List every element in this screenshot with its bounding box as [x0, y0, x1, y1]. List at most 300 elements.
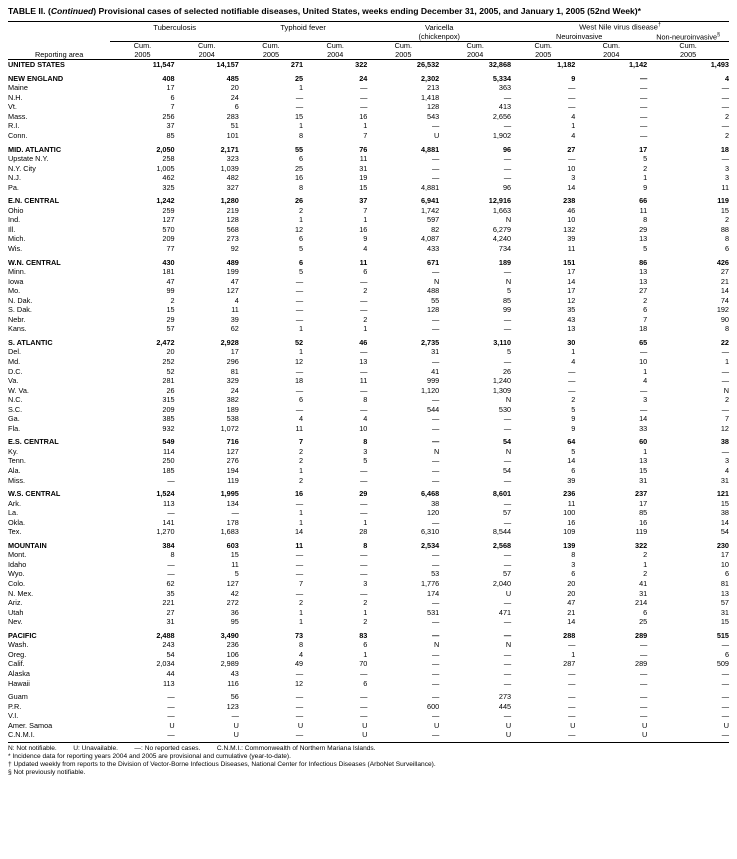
table-row: [8, 83, 729, 93]
table-row: [8, 102, 729, 112]
row-cell: 238: [563, 196, 576, 206]
header-group-row-1: [8, 22, 729, 32]
row-cell: 9: [571, 414, 576, 424]
table-row: [8, 347, 729, 357]
row-cell: 17: [166, 83, 175, 93]
row-cell: 538: [226, 414, 239, 424]
row-cell: 273: [498, 692, 512, 702]
row-cell: 43: [230, 668, 239, 678]
col-tb-2004: Cum. 2004: [175, 41, 239, 59]
row-cell: 17: [230, 347, 239, 357]
row-cell: 1: [363, 607, 368, 617]
row-cell: 2: [299, 598, 304, 608]
row-cell: 31: [720, 607, 729, 617]
row-cell: 2,656: [492, 111, 512, 121]
row-area-label: Calif.: [8, 659, 25, 669]
row-cell: 141: [162, 517, 175, 527]
row-cell: —: [431, 517, 440, 527]
row-cell: 329: [226, 376, 239, 386]
row-cell: 41: [431, 366, 440, 376]
table-row: [8, 702, 729, 712]
table-row: [8, 499, 729, 509]
row-cell: 8: [170, 550, 175, 560]
row-cell: 10: [567, 163, 576, 173]
row-area-label: P.R.: [8, 701, 22, 711]
row-cell: 2,050: [156, 144, 175, 154]
row-area-label: Ind.: [8, 215, 21, 225]
row-cell: 174: [427, 588, 440, 598]
row-cell: 1,120: [420, 385, 440, 395]
row-cell: 12: [720, 423, 729, 433]
table-row: [8, 324, 729, 334]
row-cell: 4: [724, 466, 729, 476]
row-cell: 243: [162, 640, 175, 650]
row-cell: —: [295, 295, 304, 305]
row-cell: —: [639, 121, 648, 131]
table-row: [8, 93, 729, 103]
row-cell: 13: [639, 234, 648, 244]
row-area-label: Mass.: [8, 111, 28, 121]
row-cell: 5: [507, 347, 512, 357]
row-cell: 57: [720, 598, 729, 608]
row-cell: 2: [363, 598, 368, 608]
row-cell: 6,941: [420, 196, 440, 206]
row-area-label: R.I.: [8, 121, 20, 131]
row-cell: 31: [359, 163, 368, 173]
row-cell: 14: [720, 517, 729, 527]
row-cell: —: [295, 404, 304, 414]
row-cell: —: [503, 668, 512, 678]
table-row: [8, 405, 729, 415]
row-cell: 52: [166, 366, 175, 376]
row-cell: 13: [639, 276, 648, 286]
row-area-label: E.S. CENTRAL: [8, 437, 59, 447]
row-cell: 132: [563, 224, 576, 234]
row-cell: 27: [639, 286, 648, 296]
group-neuroinvasive: Neuroinvasive: [511, 32, 647, 42]
row-cell: —: [503, 414, 512, 424]
row-cell: 96: [502, 144, 512, 154]
table-row: [8, 173, 729, 183]
row-cell: —: [503, 598, 512, 608]
row-cell: 219: [226, 205, 239, 215]
row-cell: N: [505, 640, 512, 650]
row-cell: 2: [643, 569, 648, 579]
row-cell: U: [505, 720, 512, 730]
row-cell: 38: [720, 508, 729, 518]
row-cell: 1,683: [220, 527, 239, 537]
row-cell: —: [295, 92, 304, 102]
row-cell: 134: [226, 498, 239, 508]
row-cell: N: [505, 276, 512, 286]
row-cell: 1,005: [156, 163, 175, 173]
row-cell: —: [167, 475, 175, 485]
row-cell: —: [295, 498, 304, 508]
row-cell: 11: [359, 154, 368, 164]
row-cell: —: [295, 286, 304, 296]
row-cell: 15: [294, 111, 304, 121]
row-cell: 47: [230, 276, 239, 286]
row-cell: —: [295, 314, 304, 324]
row-area-label: N.C.: [8, 395, 23, 405]
row-cell: 8: [299, 640, 304, 650]
row-cell: 39: [567, 234, 576, 244]
row-cell: 20: [166, 347, 175, 357]
row-cell: 11: [231, 559, 239, 569]
table-row: [8, 692, 729, 702]
row-area-label: Ark.: [8, 498, 21, 508]
row-cell: 230: [716, 540, 729, 550]
row-cell: —: [360, 692, 368, 702]
row-cell: U: [641, 730, 648, 740]
row-cell: —: [568, 102, 576, 112]
row-area-label: Ala.: [8, 466, 21, 476]
footnote-1: * Incidence data for reporting years 2004 and 2005 are provisional and cumulative (year-to-date).: [8, 752, 291, 760]
row-cell: 2: [299, 205, 304, 215]
row-cell: 716: [226, 437, 239, 447]
row-cell: 128: [427, 102, 440, 112]
table-row: [8, 164, 729, 174]
row-cell: 1: [299, 347, 304, 357]
row-cell: —: [721, 692, 729, 702]
row-cell: —: [503, 357, 512, 366]
row-cell: 4: [299, 649, 304, 659]
row-cell: 600: [427, 701, 440, 711]
row-area-label: Tenn.: [8, 456, 26, 466]
row-cell: U: [362, 730, 368, 740]
row-area-label: Wash.: [8, 640, 29, 650]
page-title: [8, 6, 729, 17]
table-row: [8, 376, 729, 386]
row-cell: 6: [571, 466, 576, 476]
table-body: [8, 60, 729, 740]
row-cell: —: [431, 324, 440, 334]
footnote-3: § Not previously notifiable.: [8, 769, 86, 777]
row-cell: 8: [363, 395, 368, 405]
row-area-label: Nev.: [8, 617, 23, 627]
row-cell: 25: [294, 73, 304, 83]
row-cell: 96: [502, 182, 512, 192]
table-row: [8, 679, 729, 689]
row-area-label: Mo.: [8, 286, 21, 296]
row-cell: 7: [299, 437, 304, 447]
row-cell: 11: [567, 243, 576, 253]
row-cell: 17: [639, 144, 648, 154]
row-cell: 31: [639, 475, 648, 485]
row-cell: —: [360, 92, 368, 102]
row-cell: 22: [720, 337, 729, 347]
row-area-label: Conn.: [8, 130, 28, 140]
row-cell: —: [503, 498, 512, 508]
row-cell: 127: [226, 579, 239, 589]
table-row: [8, 121, 729, 131]
row-cell: 85: [639, 508, 648, 518]
row-cell: 515: [716, 630, 729, 640]
row-cell: —: [721, 640, 729, 650]
table-row: [8, 145, 729, 155]
row-cell: 1,270: [156, 527, 175, 537]
table-row: [8, 569, 729, 579]
row-cell: 54: [166, 649, 175, 659]
row-cell: —: [431, 678, 440, 688]
row-cell: —: [431, 154, 440, 164]
row-cell: N: [723, 385, 729, 395]
row-cell: —: [360, 569, 368, 579]
col-tb-2005: Cum. 2005: [110, 41, 174, 59]
row-cell: 382: [226, 395, 239, 405]
row-cell: 151: [563, 257, 576, 267]
row-cell: 4: [299, 414, 304, 424]
table-row: [8, 608, 729, 618]
row-area-label: UNITED STATES: [8, 60, 65, 70]
row-area-label: Fla.: [8, 423, 21, 433]
row-cell: 17: [567, 267, 576, 277]
row-cell: —: [721, 668, 729, 678]
row-cell: 2: [643, 163, 648, 173]
row-cell: 15: [639, 466, 648, 476]
row-cell: 31: [431, 347, 440, 357]
row-cell: 37: [359, 196, 368, 206]
row-cell: 11: [295, 423, 304, 433]
row-cell: 15: [230, 550, 239, 560]
row-cell: —: [295, 692, 304, 702]
row-cell: 127: [226, 446, 239, 456]
row-cell: 95: [230, 617, 239, 627]
row-cell: 30: [567, 337, 576, 347]
row-cell: 27: [567, 144, 576, 154]
row-cell: 127: [162, 215, 175, 225]
table-row: [8, 640, 729, 650]
row-cell: 15: [166, 305, 175, 315]
row-cell: 100: [563, 508, 576, 518]
row-cell: 113: [162, 678, 175, 688]
row-cell: 27: [166, 607, 175, 617]
row-cell: —: [431, 668, 440, 678]
row-cell: 272: [226, 598, 239, 608]
row-cell: —: [503, 154, 512, 164]
row-cell: —: [295, 668, 304, 678]
row-area-label: Kans.: [8, 324, 27, 334]
row-cell: 413: [498, 102, 512, 112]
row-cell: 13: [567, 324, 576, 334]
row-cell: U: [641, 720, 648, 730]
row-cell: 16: [359, 111, 368, 121]
row-cell: 6: [299, 257, 304, 267]
row-cell: 2,040: [492, 579, 512, 589]
row-cell: —: [503, 324, 512, 334]
row-cell: 99: [166, 286, 175, 296]
row-cell: 12: [567, 295, 576, 305]
row-cell: 42: [230, 588, 239, 598]
row-area-label: Iowa: [8, 276, 24, 286]
row-cell: 5: [234, 569, 239, 579]
row-area-label: Pa.: [8, 182, 19, 192]
row-cell: 237: [635, 489, 648, 499]
row-cell: —: [431, 475, 440, 485]
row-cell: 181: [162, 267, 175, 277]
row-cell: 57: [502, 569, 512, 579]
row-cell: 530: [498, 404, 512, 414]
row-cell: U: [169, 720, 175, 730]
title-continued: Continued: [50, 6, 94, 16]
row-cell: 1: [363, 324, 368, 334]
row-cell: —: [167, 701, 175, 711]
table-row: [8, 579, 729, 589]
row-cell: 283: [226, 111, 239, 121]
row-cell: 11: [231, 305, 239, 315]
row-cell: 85: [166, 130, 175, 140]
row-area-label: Tex.: [8, 527, 22, 537]
row-cell: 2: [363, 286, 368, 296]
row-cell: —: [295, 366, 304, 376]
row-cell: —: [360, 711, 368, 721]
row-area-label: W.N. CENTRAL: [8, 257, 61, 267]
row-cell: 6,310: [420, 527, 440, 537]
row-cell: 39: [567, 475, 576, 485]
row-cell: 363: [498, 83, 512, 93]
row-cell: 1: [363, 215, 368, 225]
table-row: [8, 447, 729, 457]
row-cell: 9: [363, 234, 368, 244]
row-cell: 5: [643, 243, 648, 253]
row-cell: 327: [226, 182, 239, 192]
table-row: [8, 357, 729, 367]
row-cell: U: [433, 720, 440, 730]
row-cell: —: [639, 692, 648, 702]
row-cell: 252: [162, 357, 175, 366]
row-cell: —: [360, 83, 368, 93]
row-area-label: Ohio: [8, 205, 24, 215]
row-cell: 8,601: [492, 489, 512, 499]
row-area-label: Ariz.: [8, 598, 23, 608]
row-cell: 1,039: [220, 163, 239, 173]
row-cell: 14: [567, 456, 576, 466]
row-cell: 8: [643, 215, 648, 225]
row-cell: 3: [363, 446, 368, 456]
row-cell: 2,989: [220, 659, 239, 669]
table-row: [8, 286, 729, 296]
table-row: [8, 669, 729, 679]
row-cell: 4: [234, 295, 239, 305]
row-cell: 323: [226, 154, 239, 164]
row-cell: 26: [166, 385, 175, 395]
row-cell: 90: [720, 314, 729, 324]
table-row: [8, 277, 729, 287]
row-cell: 3: [643, 395, 648, 405]
row-cell: 9: [571, 73, 576, 83]
row-cell: 6: [299, 154, 304, 164]
row-cell: —: [721, 154, 729, 164]
row-cell: —: [431, 730, 440, 740]
row-cell: 1: [299, 121, 304, 131]
row-cell: 54: [502, 466, 512, 476]
row-cell: 189: [226, 404, 239, 414]
row-cell: 11: [359, 376, 368, 386]
row-cell: 4,240: [492, 234, 512, 244]
row-cell: N: [433, 640, 440, 650]
table-row: [8, 296, 729, 306]
row-cell: 9: [643, 182, 648, 192]
row-cell: 121: [716, 489, 729, 499]
row-cell: —: [503, 517, 512, 527]
row-cell: 1,742: [420, 205, 440, 215]
row-cell: 26: [294, 196, 304, 206]
row-cell: 6: [363, 640, 368, 650]
row-cell: 2: [724, 111, 729, 121]
row-cell: —: [503, 163, 512, 173]
row-cell: 194: [226, 466, 239, 476]
row-cell: 99: [502, 305, 512, 315]
row-cell: 2,928: [220, 337, 239, 347]
row-cell: U: [362, 720, 368, 730]
table-row: [8, 541, 729, 551]
row-cell: —: [721, 121, 729, 131]
row-cell: 66: [639, 196, 648, 206]
row-cell: U: [433, 130, 440, 140]
row-cell: 8: [299, 130, 304, 140]
row-cell: 2: [724, 215, 729, 225]
row-cell: —: [503, 659, 512, 669]
row-area-label: NEW ENGLAND: [8, 73, 64, 83]
row-cell: 16: [294, 173, 304, 183]
row-cell: 20: [567, 588, 576, 598]
table-row: [8, 315, 729, 325]
row-cell: 1: [571, 649, 576, 659]
row-cell: 3: [724, 163, 729, 173]
row-cell: 56: [230, 692, 239, 702]
row-cell: 2: [363, 617, 368, 627]
row-cell: —: [360, 508, 368, 518]
row-cell: 12: [294, 224, 304, 234]
col-varicella-2005: Cum. 2005: [367, 41, 439, 59]
row-cell: 315: [162, 395, 175, 405]
row-cell: 209: [162, 234, 175, 244]
table-row: [8, 225, 729, 235]
row-cell: 35: [567, 305, 576, 315]
table-row: [8, 508, 729, 518]
row-cell: —: [568, 668, 576, 678]
row-cell: 289: [635, 659, 648, 669]
row-cell: 15: [720, 205, 729, 215]
row-cell: 192: [716, 305, 729, 315]
row-cell: 26: [502, 366, 512, 376]
row-cell: 1,776: [420, 579, 440, 589]
row-cell: 46: [359, 337, 368, 347]
row-cell: 408: [162, 73, 175, 83]
row-cell: —: [503, 475, 512, 485]
row-cell: 603: [226, 540, 239, 550]
row-cell: 18: [720, 144, 729, 154]
row-cell: —: [431, 559, 440, 569]
row-cell: —: [431, 314, 440, 324]
row-cell: —: [431, 121, 440, 131]
row-cell: —: [360, 385, 368, 395]
row-cell: 4: [363, 243, 368, 253]
row-cell: 1,902: [492, 130, 512, 140]
row-cell: —: [431, 267, 440, 277]
row-cell: 1,524: [156, 489, 175, 499]
row-cell: 4,881: [420, 182, 440, 192]
row-cell: 213: [427, 83, 440, 93]
row-cell: 35: [166, 588, 175, 598]
row-cell: 12: [294, 678, 304, 688]
row-cell: 32,868: [488, 60, 512, 70]
row-cell: —: [360, 550, 368, 560]
row-cell: 21: [567, 607, 576, 617]
row-area-label: MID. ATLANTIC: [8, 144, 62, 154]
row-area-label: E.N. CENTRAL: [8, 196, 60, 206]
row-cell: 1: [299, 215, 304, 225]
